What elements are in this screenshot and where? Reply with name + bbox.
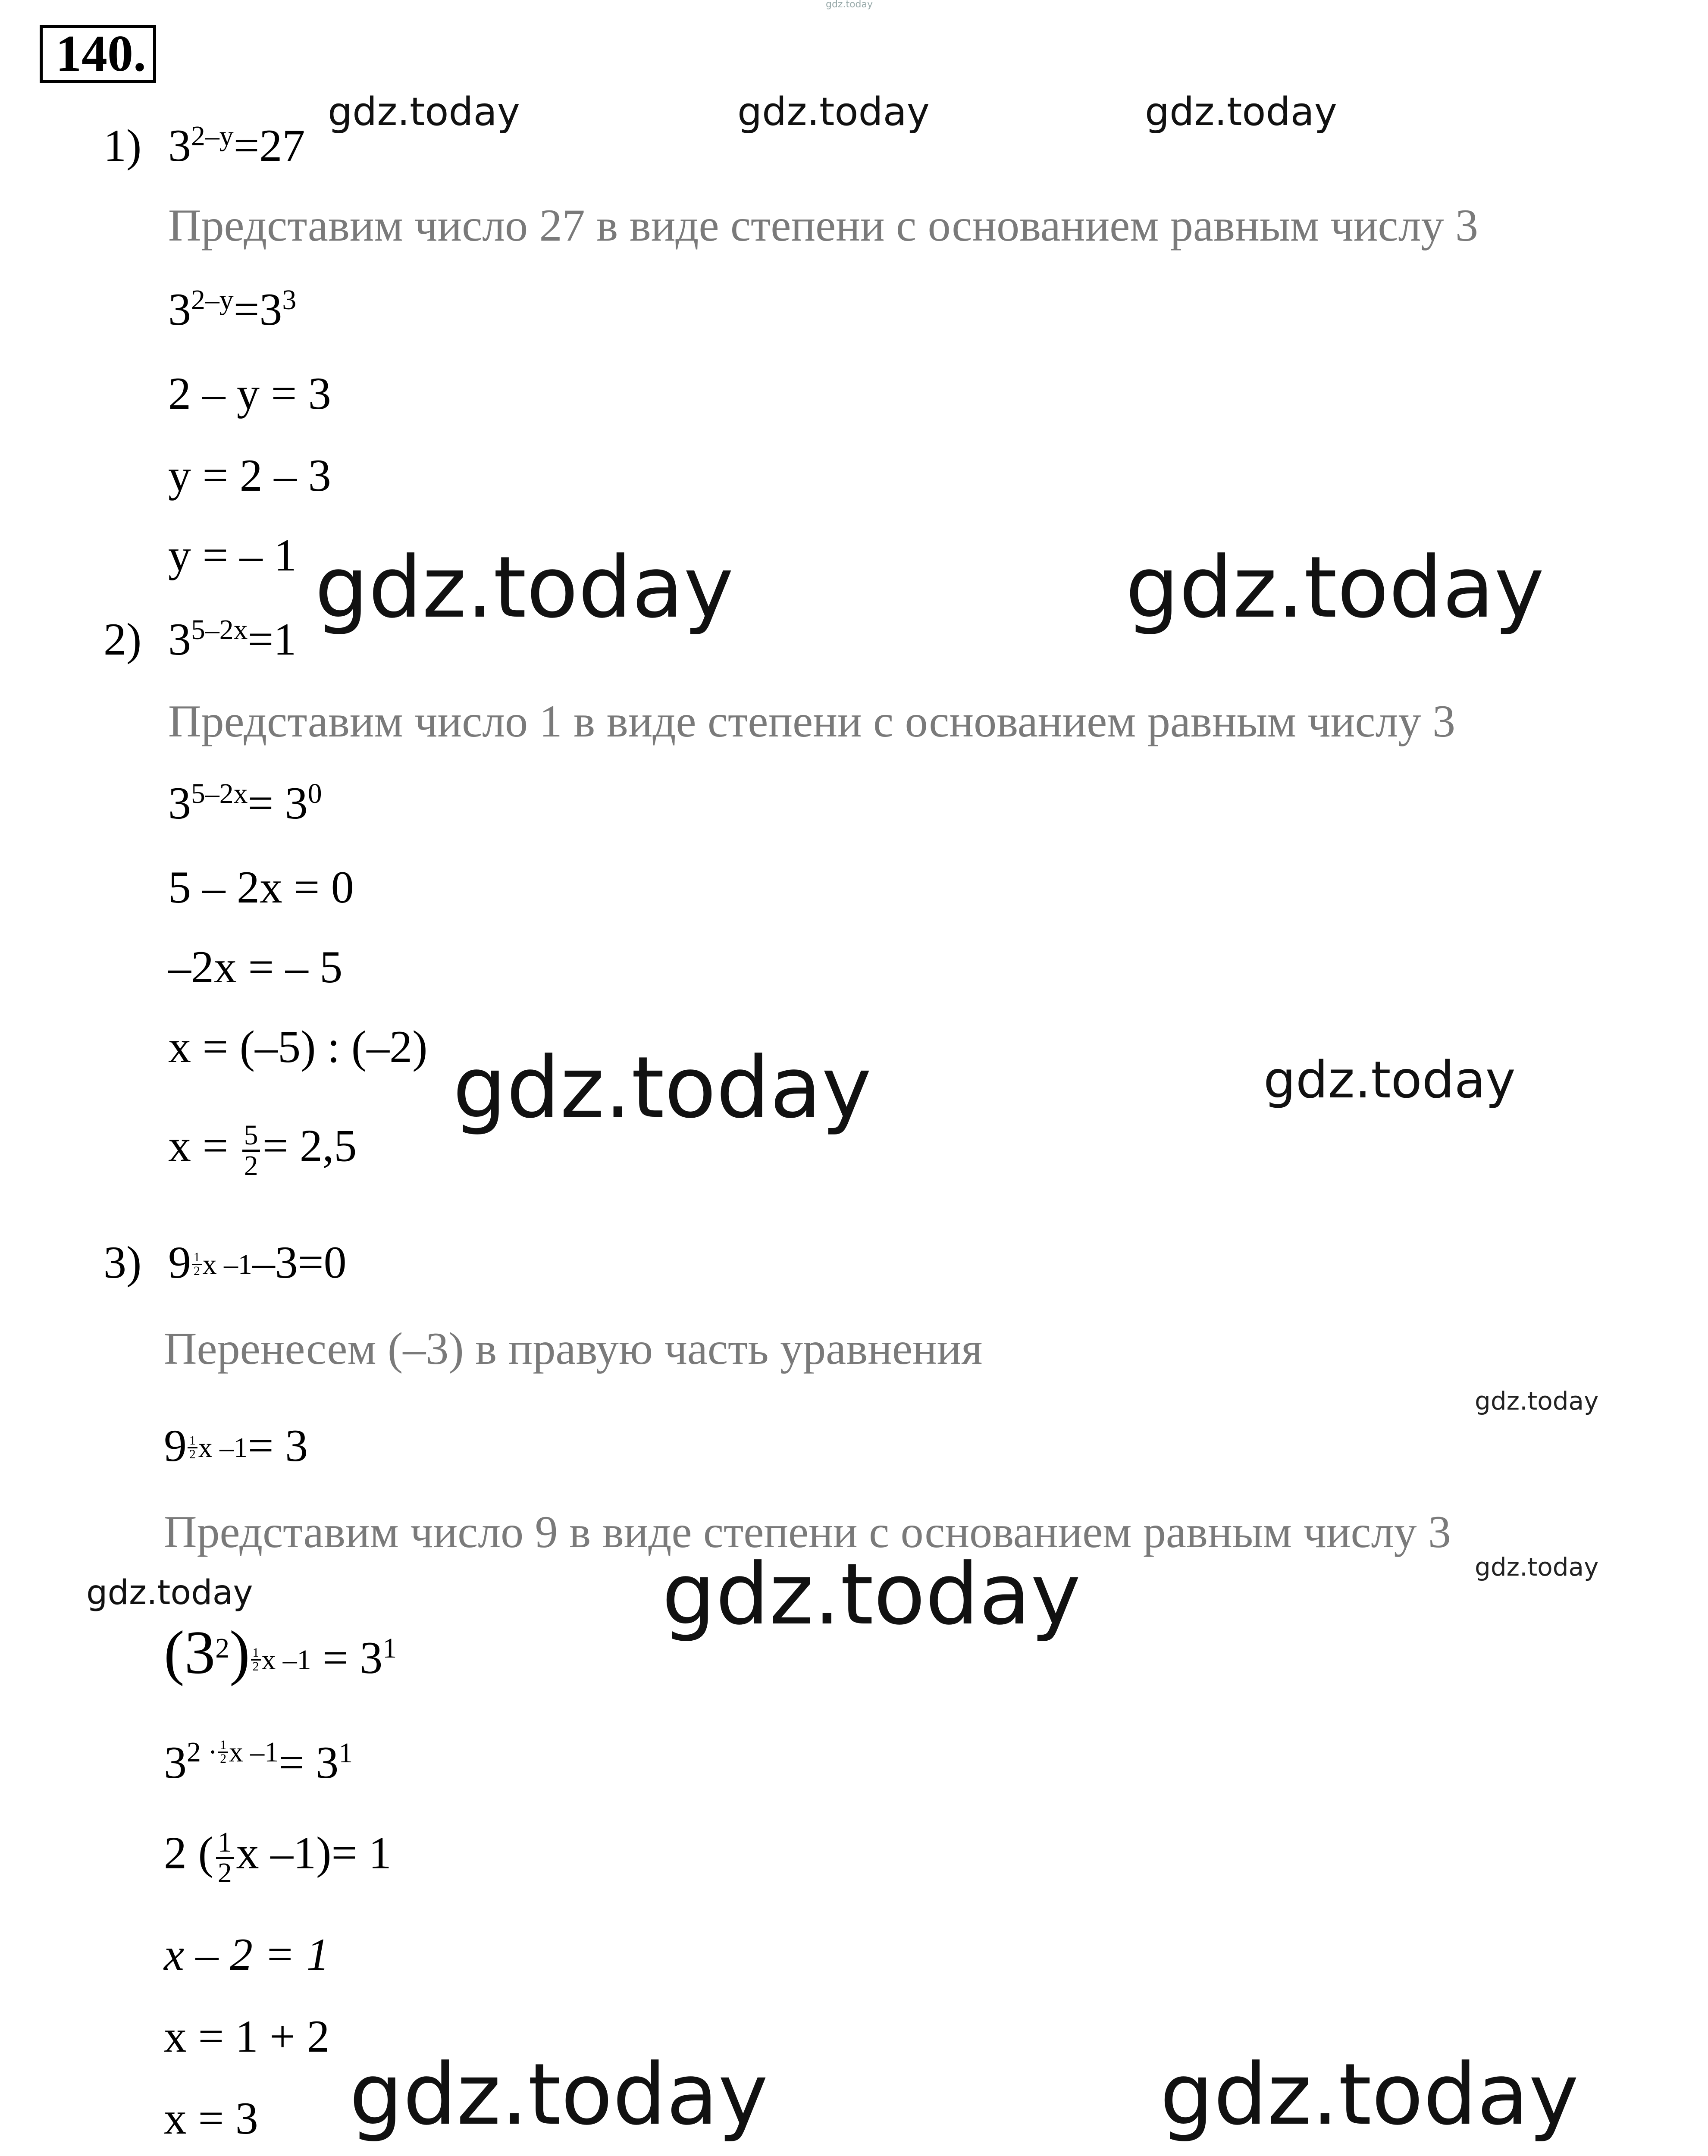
watermark: gdz.today [349,2046,768,2144]
p3-step-5: x – 2 = 1 [164,1929,329,1980]
p1-step-2: 2 – y = 3 [168,368,331,419]
p3-step-4: 2 ( $\frac{1}{2}$ x –1)= 1 [164,1827,392,1889]
p2-note: Представим число 1 в виде степени с основанием равным числу 3 [168,696,1455,746]
p2-step-5: x = $\frac{5}{2}$ = 2,5 [168,1119,357,1181]
watermark: gdz.today [662,1545,1081,1644]
watermark: gdz.today [453,1039,872,1137]
p2-equation: 2) $3^{5-2x}=1$ [103,614,297,664]
p2-step-1: $3^{5-2x}= 3^0$ [168,777,322,828]
p1-step-3: y = 2 – 3 [168,450,331,501]
watermark: gdz.today [315,539,734,637]
p2-step-2: 5 – 2x = 0 [168,862,354,912]
p3-note-2: Представим число 9 в виде степени с основанием равным числу 3 [164,1507,1451,1557]
watermark-top-tiny: gdz.today [826,0,873,10]
watermark: gdz.today [1475,1386,1599,1416]
p1-step-4: y = – 1 [168,530,297,580]
watermark: gdz.today [1125,539,1545,637]
p2-step-4: x = (–5) : (–2) [168,1022,428,1072]
watermark: gdz.today [328,89,520,135]
watermark: gdz.today [737,89,930,135]
watermark: gdz.today [1475,1552,1599,1582]
p3-step-3: 3 2 · $\frac{1}{2}$ x –1 = $3^1$ [164,1736,353,1788]
p3-step-7: x = 3 [164,2093,258,2143]
p2-step-3: –2x = – 5 [168,942,343,992]
p3-note-1: Перенесем (–3) в правую часть уравнения [164,1323,983,1374]
p3-equation: 3) 9 $\frac{1}{2}$ x –1 –3=0 [103,1237,347,1288]
p1-step-1: $3^{2-y}=3^3$ [168,284,297,335]
p1-equation: 1) $3^{2-y}=27$ [103,120,305,171]
watermark: gdz.today [1160,2046,1579,2144]
watermark: gdz.today [1263,1050,1516,1109]
watermark: gdz.today [86,1573,253,1612]
p1-note: Представим число 27 в виде степени с основанием равным числу 3 [168,200,1478,251]
p3-step-2: $(3^2)$ $\frac{1}{2}$ x –1 = $3^1$ [164,1618,397,1686]
p3-step-1: 9 $\frac{1}{2}$ x –1 = 3 [164,1420,308,1471]
p3-step-6: x = 1 + 2 [164,2011,330,2062]
watermark: gdz.today [1145,89,1338,135]
problem-number: 140. [40,25,156,83]
